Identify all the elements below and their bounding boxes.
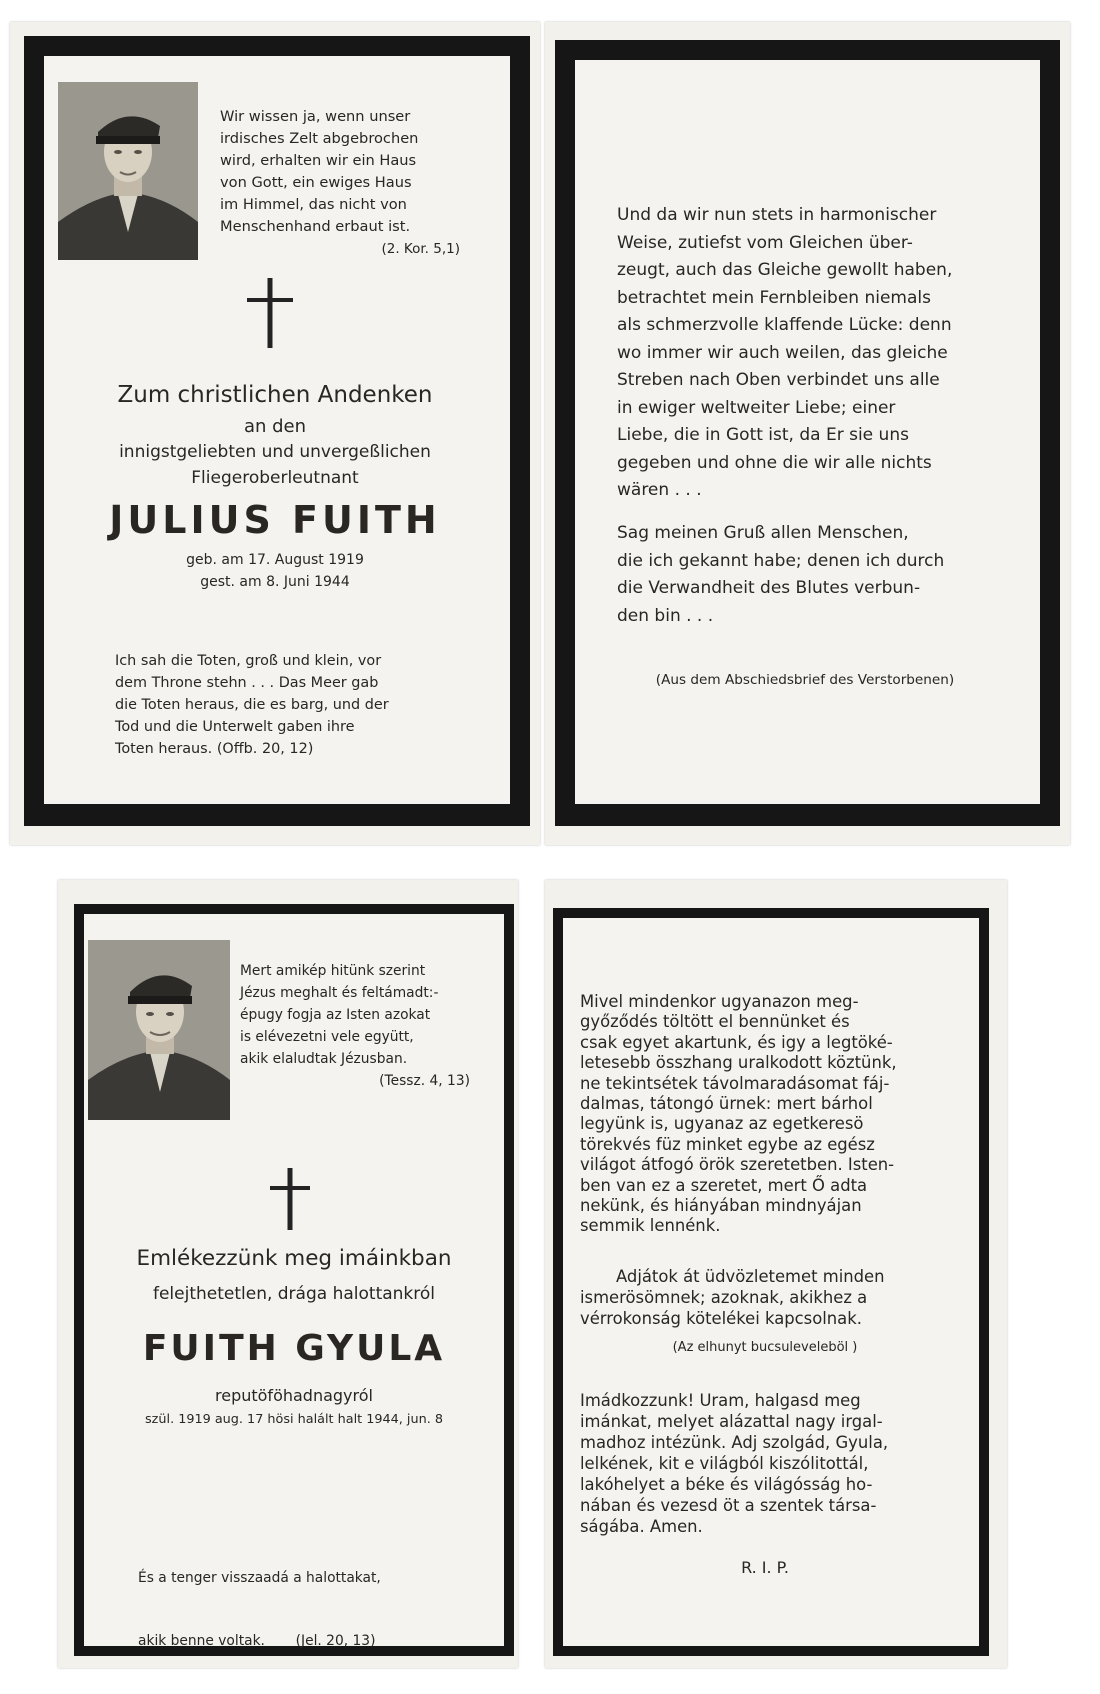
portrait-photo <box>88 940 230 1120</box>
text-line: Weise, zutiefst vom Gleichen über- <box>617 232 913 253</box>
quote-line: im Himmel, das nicht von <box>220 196 407 213</box>
quote-line: von Gott, ein ewiges Haus <box>220 174 412 191</box>
card-gyula-back <box>545 880 1007 1668</box>
verse-line: die Toten heraus, die es barg, und der <box>115 697 389 713</box>
rip-abbreviation: R. I. P. <box>741 1558 789 1577</box>
verse-line: Tod und die Unterwelt gaben ihre <box>115 719 355 735</box>
text-line: die ich gekannt habe; denen ich durch <box>617 550 945 571</box>
source-note: (Aus dem Abschiedsbrief des Verstorbenen) <box>655 672 955 688</box>
text-line: semmik lennénk. <box>580 1216 721 1236</box>
greeting-paragraph <box>617 520 987 630</box>
text-line: csak egyet akartunk, és igy a legtöké- <box>580 1032 893 1052</box>
quote-line: Mert amikép hitünk szerint <box>240 963 426 979</box>
scripture-quote <box>240 960 470 1092</box>
card-julius-back <box>545 22 1070 845</box>
text-line: wären . . . <box>617 480 702 500</box>
text-line: lakóhelyet a béke és világósság ho- <box>580 1475 873 1494</box>
text-line: die Verwandheit des Blutes verbun- <box>617 578 921 598</box>
text-line: Sag meinen Gruß allen Menschen, <box>617 523 909 543</box>
verse-line: akik benne voltak. (Jel. 20, 13) <box>138 1633 376 1649</box>
memorial-title: Zum christlichen Andenken <box>117 382 433 408</box>
verse-line: És a tenger visszaadá a halottakat, <box>138 1570 381 1586</box>
text-line: letesebb összhang uralkodott köztünk, <box>580 1053 897 1073</box>
verse-line: Toten heraus. (Offb. 20, 12) <box>115 741 314 757</box>
text-line: als schmerzvolle klaffende Lücke: denn <box>617 315 952 335</box>
text-line: Imádkozzunk! Uram, halgasd meg <box>580 1391 861 1410</box>
subtitle: felejthetetlen, drága halottankról <box>152 1284 436 1304</box>
source-note: (Az elhunyt bucsuleveleböl ) <box>672 1340 858 1355</box>
text-line: in ewiger weltweiter Liebe; einer <box>617 397 896 418</box>
text-line: zeugt, auch das Gleiche gewollt haben, <box>617 260 953 280</box>
text-line: den bin . . . <box>617 605 714 626</box>
text-line: nában és vezesd öt a szentek társa- <box>580 1496 877 1515</box>
text-line: lelkének, kit e világból kiszólitottál, <box>580 1454 869 1473</box>
text-line: ismerösömnek; azoknak, akikhez a <box>580 1288 868 1307</box>
text-line: Mivel mindenkor ugyanazon meg- <box>580 992 859 1011</box>
text-line: Streben nach Oben verbindet uns alle <box>617 370 940 390</box>
text-line: törekvés füz minket egybe az egész <box>580 1134 875 1154</box>
quote-line: wird, erhalten wir ein Haus <box>220 152 417 169</box>
deceased-name: JULIUS FUITH <box>109 498 441 542</box>
greeting-paragraph <box>580 1266 952 1329</box>
deceased-name: FUITH GYULA <box>142 1328 446 1369</box>
text-line: vérrokonság kötelékei kapcsolnak. <box>580 1309 862 1328</box>
quote-line: is elévezetni vele együtt, <box>240 1029 414 1045</box>
text-line: betrachtet mein Fernbleiben niemals <box>617 287 931 308</box>
an-den: an den <box>243 416 307 437</box>
quote-reference: (Tessz. 4, 13) <box>379 1073 470 1089</box>
life-dates: szül. 1919 aug. 17 hösi halált halt 1944, jun. 8 <box>145 1412 443 1427</box>
dedication: innigstgeliebten und unvergeßlichen <box>119 442 431 462</box>
text-line: wo immer wir auch weilen, das gleiche <box>617 342 948 363</box>
text-line: dalmas, tátongó ürnek: mert bárhol <box>580 1094 873 1114</box>
revelation-verse <box>115 650 455 760</box>
text-line: ben van ez a szeretet, mert Ő adta <box>580 1175 868 1195</box>
prayer-paragraph <box>580 1390 952 1537</box>
text-line: ságába. Amen. <box>580 1517 703 1536</box>
cross-icon <box>270 1168 310 1230</box>
memorial-title: Emlékezzünk meg imáinkban <box>136 1246 452 1271</box>
farewell-paragraph <box>580 992 952 1237</box>
verse-line: dem Throne stehn . . . Das Meer gab <box>115 675 379 691</box>
text-line: nekünk, és hiányában mindnyájan <box>580 1196 862 1216</box>
quote-line: épugy fogja az Isten azokat <box>240 1007 431 1023</box>
text-line: Und da wir nun stets in harmonischer <box>617 205 937 225</box>
quote-line: irdisches Zelt abgebrochen <box>220 130 419 147</box>
revelation-verse <box>138 1526 458 1694</box>
rank: reputöföhadnagyról <box>215 1386 373 1405</box>
card-gyula-front <box>58 880 518 1668</box>
farewell-paragraph <box>617 202 987 505</box>
cross-icon <box>247 278 293 348</box>
portrait-photo <box>58 82 198 260</box>
text-line: madhoz intézünk. Adj szolgád, Gyula, <box>580 1433 889 1452</box>
death-date: gest. am 8. Juni 1944 <box>200 574 350 590</box>
quote-line: akik elaludtak Jézusban. <box>240 1051 408 1067</box>
text-line: gegeben und ohne die wir alle nichts <box>617 452 932 473</box>
quote-line: Jézus meghalt és feltámadt:- <box>240 985 439 1001</box>
text-line: Liebe, die in Gott ist, da Er sie uns <box>617 425 909 445</box>
quote-reference: (2. Kor. 5,1) <box>381 241 460 257</box>
text-line: világot átfogó örök szeretetben. Isten- <box>580 1155 895 1175</box>
text-line: Adjátok át üdvözletemet minden <box>616 1267 885 1286</box>
scripture-quote <box>220 106 460 260</box>
birth-date: geb. am 17. August 1919 <box>186 552 364 568</box>
quote-line: Wir wissen ja, wenn unser <box>220 108 411 125</box>
text-line: imánkat, melyet alázattal nagy irgal- <box>580 1412 883 1431</box>
card-julius-front <box>10 22 540 845</box>
text-line: győződés töltött el bennünket és <box>580 1012 850 1032</box>
quote-line: Menschenhand erbaut ist. <box>220 218 411 235</box>
text-line: legyünk is, ugyanaz az egetkeresö <box>580 1114 864 1134</box>
rank: Fliegeroberleutnant <box>191 468 359 488</box>
verse-line: Ich sah die Toten, groß und klein, vor <box>115 653 382 669</box>
text-line: ne tekintsétek távolmaradásomat fáj- <box>580 1073 890 1093</box>
